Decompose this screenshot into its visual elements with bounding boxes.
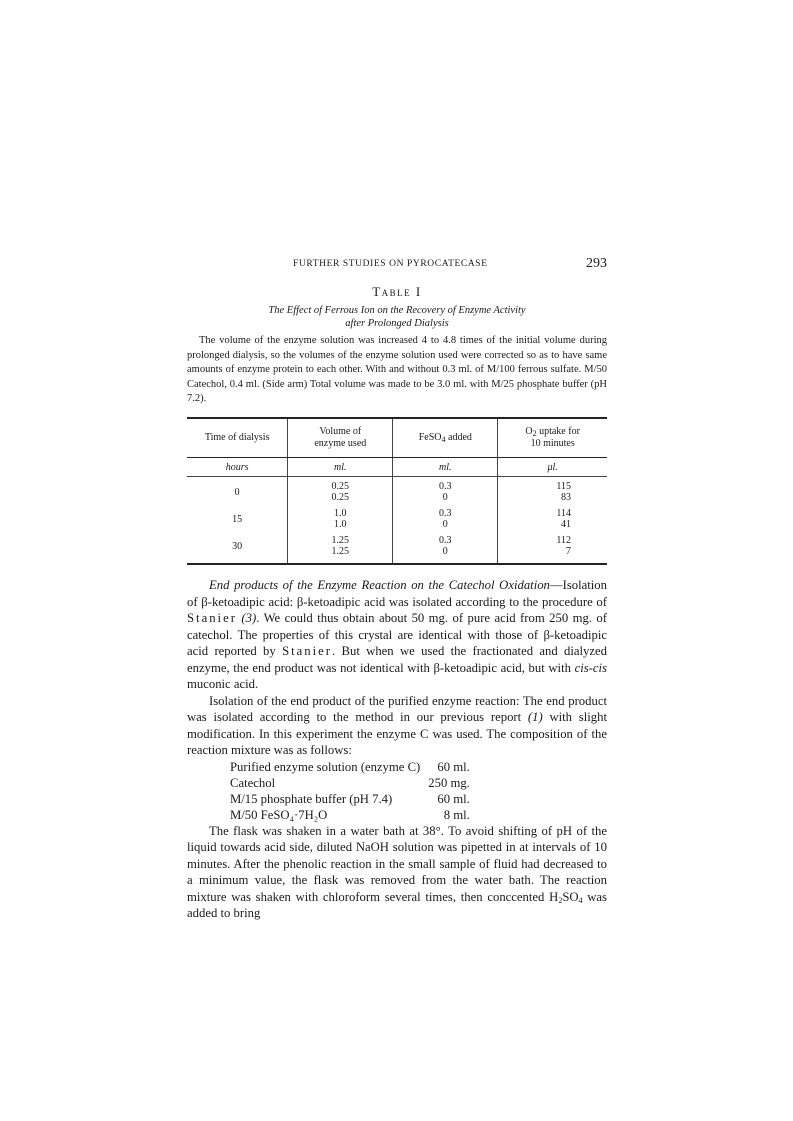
para3-text: The flask was shaken in a water bath at 38°. To avoid shifting of pH of the liquid towards acid side, diluted NaOH solution was pipetted in at intervals of 10 minutes. After the phenolic reaction in the small sample of fluid had decreased to a minimum value, the flask was removed from the water bath. The reaction mixture was shaken with chloroform several times, then conccented H <box>187 823 607 904</box>
header-o2-uptake <box>498 418 607 458</box>
paragraph-procedure <box>187 823 607 922</box>
o2-cell: 114 <box>556 508 571 519</box>
header-volume-line-1: Volume of <box>319 426 362 437</box>
feso4-cell: 0.3 <box>393 503 498 519</box>
header-o2-uptake-word: uptake for <box>536 426 580 437</box>
h2so4-so: SO <box>562 889 579 904</box>
h2so4-subscript-4: 4 <box>578 895 583 905</box>
list-item <box>230 759 470 775</box>
mixture-component: M/15 phosphate buffer (pH 7.4) <box>230 791 393 806</box>
para1-continued: . We could thus obtain about 50 mg. of pure acid from 250 mg. of catechol. The properties of this crystal are identical with those of β-ketoadipic acid reported by <box>187 611 608 658</box>
reference-1: (1) <box>527 710 543 724</box>
data-table <box>187 417 607 565</box>
volume-cell: 0.25 <box>288 477 393 493</box>
unit-time: hours <box>187 458 288 477</box>
para1-continued-2: . But when we used the fractionated and dialyzed enzyme, the end product was not identical with β-ketoadipic acid, but with <box>187 644 607 675</box>
para1-end: muconic acid. <box>187 677 259 691</box>
header-o2-subscript: 2 <box>532 429 537 438</box>
volume-cell: 1.25 <box>288 530 393 546</box>
para2-end: with slight modification. In this experiment the enzyme C was used. The composition of the reaction mixture was as follows: <box>187 710 607 757</box>
unit-feso4: ml. <box>393 458 498 477</box>
time-cell: 30 <box>187 530 288 564</box>
o2-cell: 41 <box>561 519 571 530</box>
table-header-row <box>187 418 607 458</box>
table-caption <box>187 304 607 330</box>
unit-o2: μl. <box>498 458 607 477</box>
running-head <box>187 256 607 274</box>
header-time-of-dialysis: Time of dialysis <box>187 418 288 458</box>
o2-cell: 7 <box>498 546 607 564</box>
o2-cell: 112 <box>556 535 571 546</box>
para2-text: Isolation of the end product of the purified enzyme reaction: The end product was isolated according to the method in our previous report <box>187 693 607 724</box>
header-o2-line-1 <box>498 426 607 438</box>
list-item <box>230 775 470 791</box>
mixture-amount: 250 mg. <box>428 775 470 790</box>
o2-cell: 83 <box>561 492 571 503</box>
table-row <box>187 503 607 519</box>
mixture-amount: 60 ml. <box>437 791 470 806</box>
para3-end: was added to bring <box>187 889 607 920</box>
list-item <box>230 807 470 823</box>
header-feso4-added-word: added <box>445 432 472 443</box>
table-label: Table I <box>372 284 422 299</box>
page-number: 293 <box>586 256 607 271</box>
mixture-amount: 60 ml. <box>437 759 470 774</box>
feso4-cell: 0.3 <box>393 530 498 546</box>
table-row <box>187 477 607 493</box>
volume-cell: 1.25 <box>288 546 393 564</box>
table-note: The volume of the enzyme solution was increased 4 to 4.8 times of the initial volume during prolonged dialysis, so the volumes of the enzyme solution used were corrected so as to have same amounts of enzyme protein to each other. With and without 0.3 ml. of M/100 ferrous sulfate. M/50 Catechol, 0.4 ml. (Side arm) Total volume was made to be 3.0 ml. with M/25 phosphate buffer (pH 7.2). <box>187 335 607 404</box>
header-o2-formula: O <box>525 426 533 437</box>
header-feso4-subscript: 4 <box>441 435 446 444</box>
paragraph-isolation <box>187 693 607 759</box>
journal-page <box>187 256 607 922</box>
header-volume-line-2: enzyme used <box>314 438 367 449</box>
volume-cell: 1.0 <box>288 519 393 530</box>
para1-text: —Isolation of β-ketoadipic acid: β-ketoadipic acid was isolated according to the procedure of <box>187 578 607 609</box>
header-o2-line-2: 10 minutes <box>530 438 575 449</box>
header-volume <box>288 418 393 458</box>
mixture-component: M/50 FeSO₄·7H₂O <box>230 807 328 822</box>
time-cell: 0 <box>187 477 288 504</box>
feso4-cell: 0.3 <box>393 477 498 493</box>
mixture-component: Purified enzyme solution (enzyme C) <box>230 759 421 774</box>
feso4-cell: 0 <box>393 492 498 503</box>
table-caption-line-1: The Effect of Ferrous Ion on the Recovery of Enzyme Activity <box>268 305 526 316</box>
volume-cell: 0.25 <box>288 492 393 503</box>
table-row <box>187 530 607 546</box>
author-name-stanier: Stanier <box>187 611 237 625</box>
feso4-cell: 0 <box>393 519 498 530</box>
units-row <box>187 458 607 477</box>
cis-cis-term: cis-cis <box>574 660 607 675</box>
paragraph-end-products <box>187 577 607 693</box>
header-feso4-added <box>393 418 498 458</box>
mixture-amount: 8 ml. <box>443 807 470 822</box>
header-feso4-formula: FeSO <box>418 432 442 443</box>
time-cell: 15 <box>187 503 288 530</box>
list-item <box>230 791 470 807</box>
feso4-cell: 0 <box>393 546 498 564</box>
table-caption-line-2: after Prolonged Dialysis <box>345 318 449 329</box>
reaction-mixture-list <box>230 759 470 823</box>
reference-3: (3) <box>241 611 257 625</box>
mixture-component: Catechol <box>230 775 276 790</box>
volume-cell: 1.0 <box>288 503 393 519</box>
author-name-stanier: Stanier <box>282 644 333 658</box>
section-heading: End products of the Enzyme Reaction on the Catechol Oxidation <box>209 578 550 592</box>
running-title: FURTHER STUDIES ON PYROCATECASE <box>293 259 488 269</box>
unit-volume: ml. <box>288 458 393 477</box>
body-text <box>187 577 607 922</box>
o2-cell: 115 <box>556 481 571 492</box>
h2so4-subscript-2: 2 <box>558 895 563 905</box>
